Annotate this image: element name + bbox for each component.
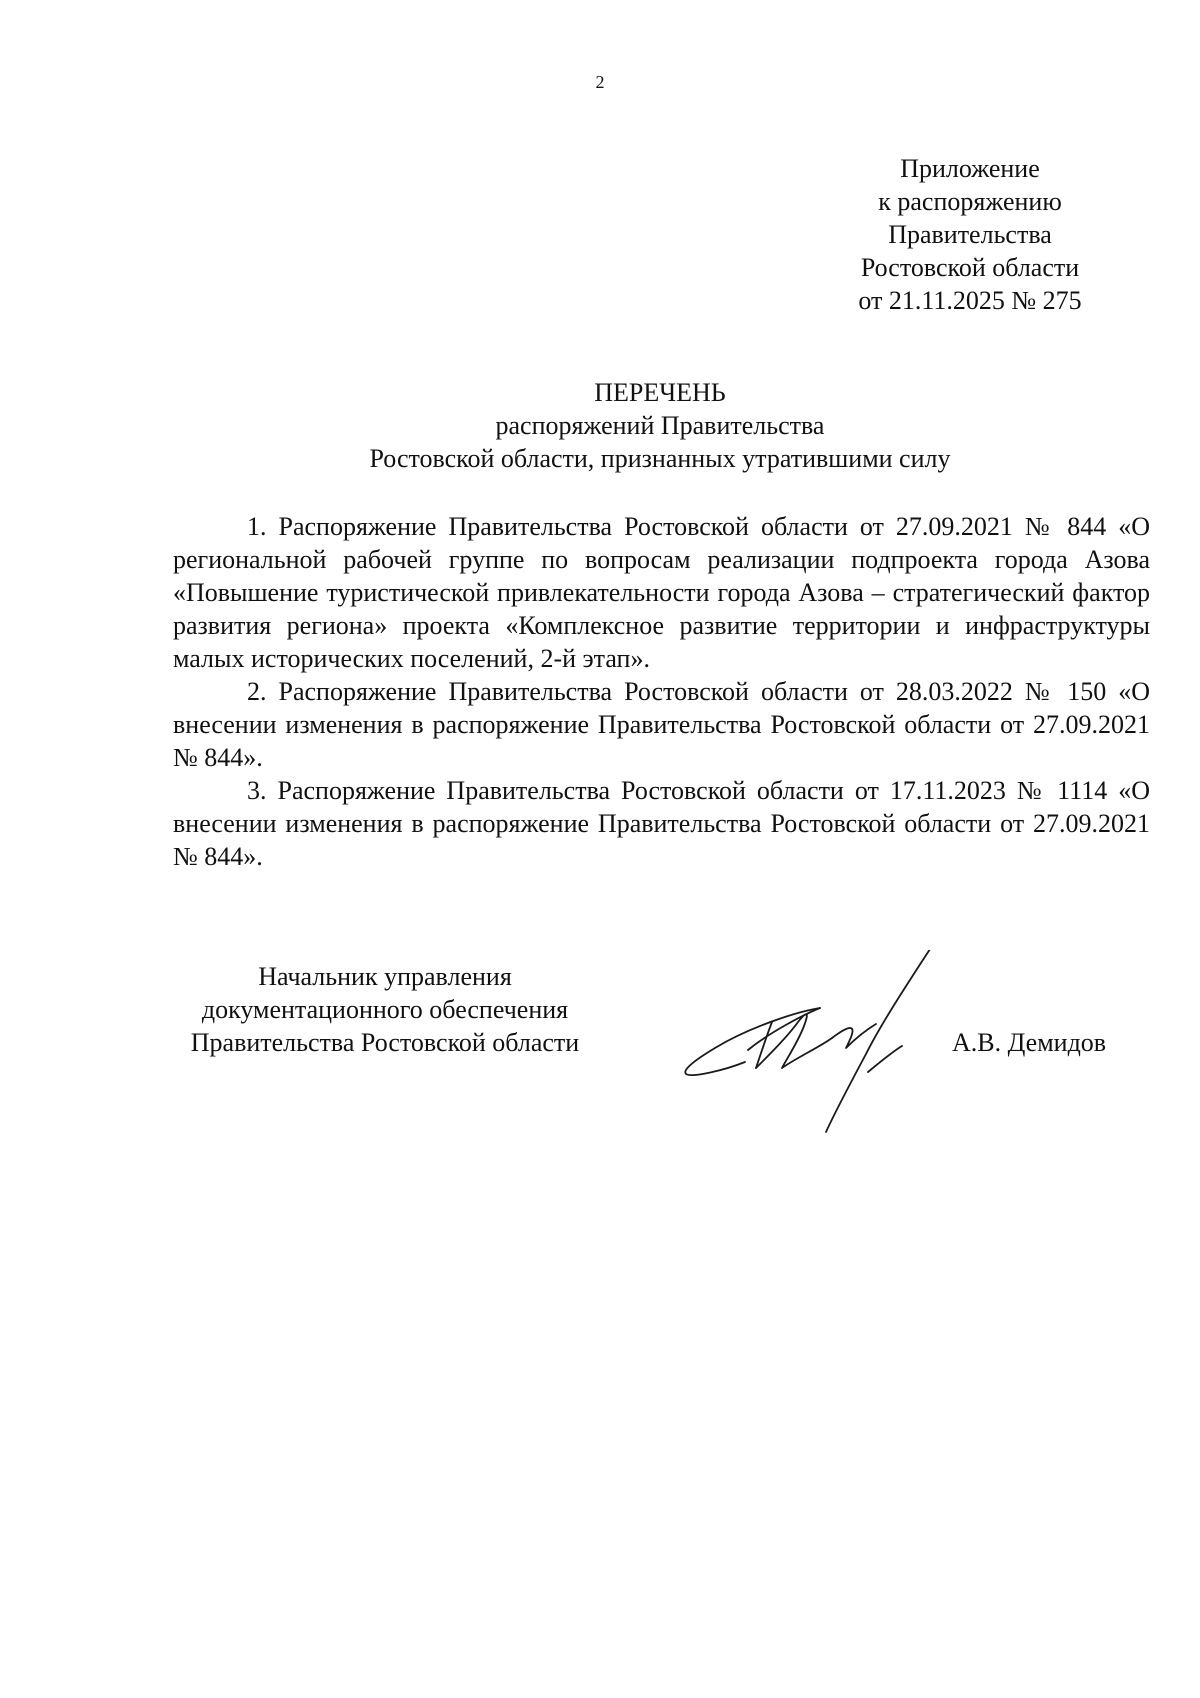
signer-position bbox=[165, 960, 605, 1059]
list-item: 3. Распоряжение Правительства Ростовской области от 17.11.2023 № 1114 «О внесении изменения в распоряжение Правительства Ростовской области от 27.09.2021 № 844». bbox=[173, 776, 1150, 871]
appendix-line: к распоряжению bbox=[878, 187, 1062, 216]
signer-position-line: документационного обеспечения bbox=[201, 995, 569, 1024]
appendix-line: Правительства bbox=[888, 220, 1052, 249]
title-subtitle-line: Ростовской области, признанных утратившими силу bbox=[369, 444, 951, 473]
appendix-line: Ростовской области bbox=[860, 253, 1080, 282]
handwritten-signature bbox=[670, 950, 960, 1140]
title-subtitle-line: распоряжений Правительства bbox=[495, 411, 825, 440]
title-heading: ПЕРЕЧЕНЬ bbox=[594, 378, 726, 407]
document-title bbox=[0, 376, 1200, 475]
order-list bbox=[173, 510, 1150, 873]
page-number: 2 bbox=[595, 72, 605, 92]
appendix-header bbox=[820, 152, 1120, 317]
appendix-line: от 21.11.2025 № 275 bbox=[858, 286, 1082, 315]
list-item: 1. Распоряжение Правительства Ростовской области от 27.09.2021 № 844 «О региональной рабочей группе по вопросам реализации подпроекта города Азова «Повышение туристической привлекательности города Азова – стратегический фактор развития региона» проекта «Комплексное развитие территории и инфраструктуры малых исторических поселений, 2-й этап». bbox=[173, 512, 1150, 673]
appendix-line: Приложение bbox=[900, 154, 1040, 183]
signer-position-line: Правительства Ростовской области bbox=[190, 1028, 580, 1057]
signer-position-line: Начальник управления bbox=[258, 962, 512, 991]
signer-name: А.В. Демидов bbox=[952, 1028, 1107, 1057]
list-item: 2. Распоряжение Правительства Ростовской области от 28.03.2022 № 150 «О внесении изменения в распоряжение Правительства Ростовской области от 27.09.2021 № 844». bbox=[173, 677, 1150, 772]
